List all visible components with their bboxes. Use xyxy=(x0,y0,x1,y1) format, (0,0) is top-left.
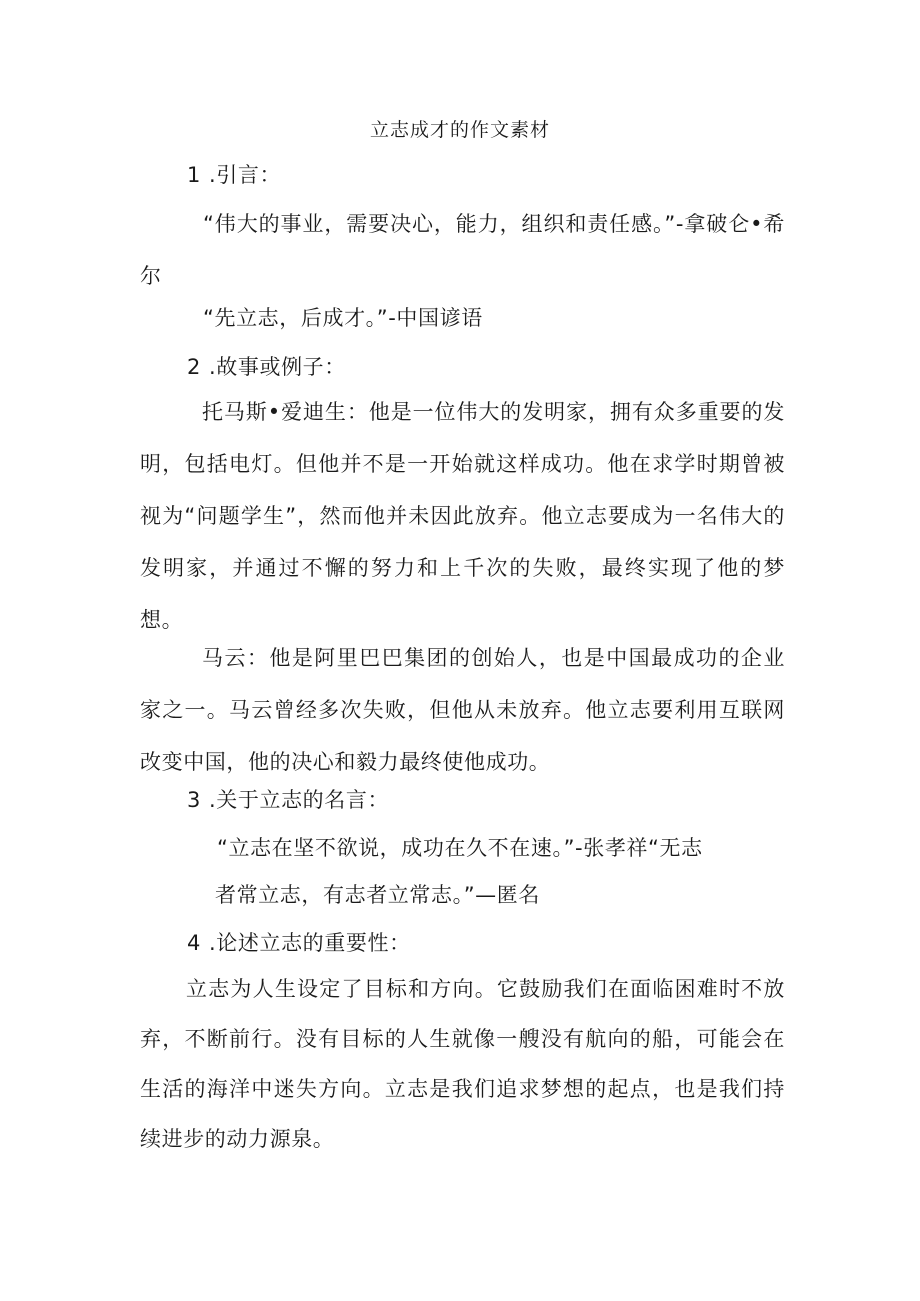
section-number: 3 xyxy=(187,788,201,812)
quote-zhang-xiaoxiang: “立志在坚不欲说，成功在久不在速。”-张孝祥“无志 xyxy=(217,836,703,860)
section-heading-text: .故事或例子： xyxy=(209,355,346,379)
paragraph-importance: 立志为人生设定了目标和方向。它鼓励我们在面临困难时不放弃，不断前行。没有目标的人生就像一艘没有航向的船，可能会在生活的海洋中迷失方向。立志是我们追求梦想的起点，也是我们持续进步的动力源泉。 xyxy=(140,977,785,1151)
paragraph-edison: 托马斯•爱迪生：他是一位伟大的发明家，拥有众多重要的发明，包括电灯。但他并不是一开始就这样成功。他在求学时期曾被视为“问题学生”，然而他并未因此放弃。他立志要成为一名伟大的发明家，并通过不懈的努力和上千次的失败，最终实现了他的梦想。 xyxy=(140,400,785,632)
section-heading-3 xyxy=(187,785,389,815)
section-heading-text: .关于立志的名言： xyxy=(209,788,390,812)
section-heading-2 xyxy=(187,352,346,382)
section-heading-text: .论述立志的重要性： xyxy=(209,931,411,955)
quote-chinese-proverb: “先立志，后成才。”-中国谚语 xyxy=(203,306,483,330)
section-heading-text: .引言： xyxy=(209,163,282,187)
paragraph-jack-ma: 马云：他是阿里巴巴集团的创始人，也是中国最成功的企业家之一。马云曾经多次失败，但他从未放弃。他立志要利用互联网改变中国，他的决心和毅力最终使他成功。 xyxy=(140,646,785,774)
section-heading-4 xyxy=(187,928,411,958)
section-number: 1 xyxy=(187,163,201,187)
section-number: 4 xyxy=(187,931,201,955)
document-title: 立志成才的作文素材 xyxy=(369,119,550,141)
quote-anonymous: 者常立志，有志者立常志。”—匿名 xyxy=(215,883,540,907)
section-number: 2 xyxy=(187,355,201,379)
quote-napoleon-hill: “伟大的事业，需要决心，能力，组织和责任感。”-拿破仑•希尔 xyxy=(140,212,785,288)
section-heading-1 xyxy=(187,160,281,190)
